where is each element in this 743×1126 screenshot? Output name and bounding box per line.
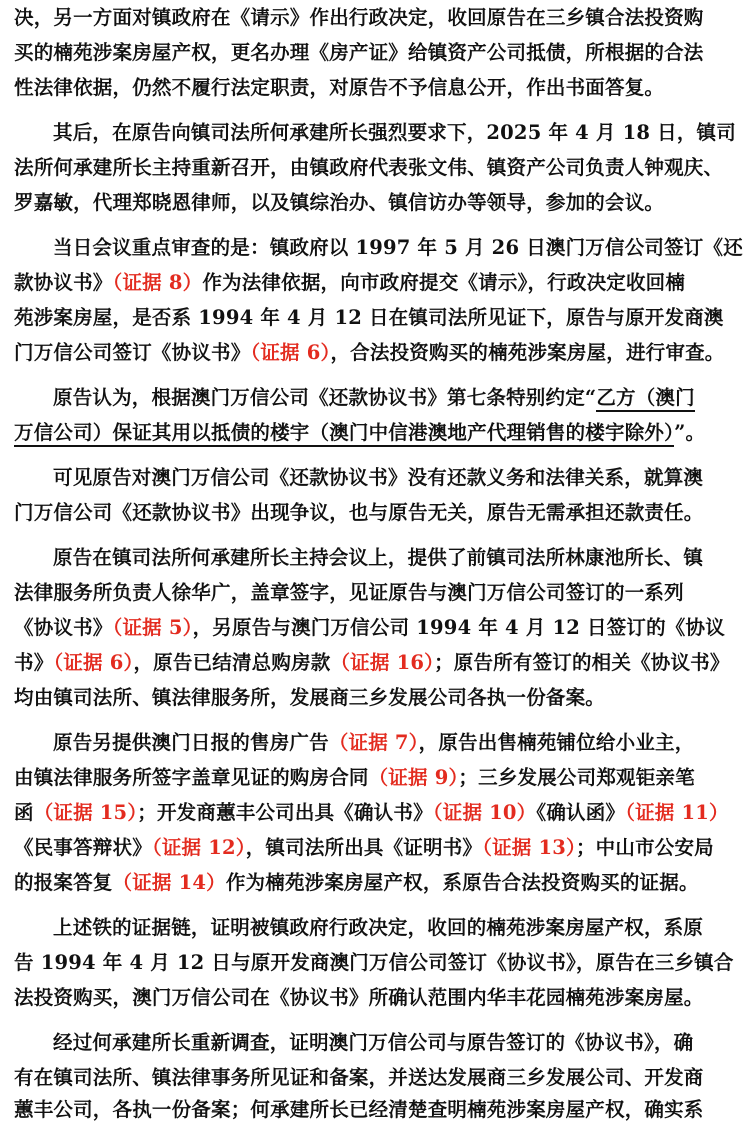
text-segment: 作为楠苑涉案房屋产权，系原告合法投资购买的证据。 [225, 871, 699, 894]
text-segment: 苑涉案房屋，是否系 1994 年 4 月 12 日在镇司法所见证下，原告与原开发商澳 [14, 306, 724, 329]
paragraph [14, 115, 736, 220]
text-line [14, 575, 684, 610]
text-segment: 原告认为，根据澳门万信公司《还款协议书》第七条特别约定“ [53, 386, 597, 409]
text-segment: ，镇司法所出具《证明书》 [245, 836, 483, 859]
text-segment: ；中山市公安局 [575, 836, 714, 859]
text-line [14, 1060, 704, 1095]
text-segment: 原告另提供澳门日报的售房广告 [53, 731, 329, 754]
text-segment: 买的楠苑涉案房屋产权，更名办理《房产证》给镇资产公司抵债，所根据的合法 [14, 41, 704, 64]
text-segment: 蕙丰公司，各执一份备案；何承建所长已经清楚查明楠苑涉案房屋产权，确实系 [14, 1098, 704, 1121]
text-line [14, 830, 714, 865]
text-segment: 《确认函》 [536, 801, 626, 824]
text-segment: 可见原告对澳门万信公司《还款协议书》没有还款义务和法律关系，就算澳 [53, 466, 704, 489]
text-line [14, 230, 743, 265]
text-line [14, 645, 730, 680]
text-line [14, 115, 736, 150]
text-line [14, 795, 729, 830]
text-line [14, 150, 724, 185]
evidence-citation: （证据 13） [482, 836, 576, 859]
text-line [14, 415, 706, 450]
paragraph [14, 1025, 704, 1126]
text-segment: 作为法律依据，向市政府提交《请示》，行政决定收回楠 [202, 271, 686, 294]
underlined-quote: 乙方（澳门 [596, 386, 695, 412]
text-line [14, 0, 704, 35]
text-line [14, 980, 704, 1015]
text-segment: 法律服务所负责人徐华广，盖章签字，见证原告与澳门万信公司签订的一系列 [14, 581, 684, 604]
evidence-citation: （证据 15） [33, 801, 138, 824]
text-segment: 其后，在原告向镇司法所何承建所长强烈要求下，2025 年 4 月 18 日，镇司 [53, 121, 736, 144]
text-line [14, 865, 699, 900]
text-segment: ，原告出售楠苑铺位给小业主， [418, 731, 695, 754]
text-line [14, 300, 724, 335]
text-line [14, 540, 704, 575]
text-segment: 决，另一方面对镇政府在《请示》作出行政决定，收回原告在三乡镇合法投资购 [14, 6, 704, 29]
evidence-citation: （证据 6） [53, 651, 134, 674]
text-segment: 的报案答复 [14, 871, 113, 894]
paragraph [14, 725, 729, 900]
underlined-quote: 万信公司）保证其用以抵债的楼宇（澳门中信港澳地产代理销售的楼宇除外） [14, 421, 674, 447]
evidence-citation: （证据 16） [330, 651, 435, 674]
text-segment: 有在镇司法所、镇法律事务所见证和备案，并送达发展商三乡发展公司、开发商 [14, 1066, 704, 1089]
text-segment: ，合法投资购买的楠苑涉案房屋，进行审查。 [330, 341, 725, 364]
evidence-citation: （证据 14） [112, 871, 226, 894]
text-line [14, 680, 678, 715]
evidence-citation: （证据 6） [250, 341, 331, 364]
text-segment: 罗嘉敏，代理郑晓恩律师，以及镇综治办、镇信访办等领导，参加的会议。 [14, 191, 665, 214]
text-line [14, 495, 704, 530]
text-segment: ；原告所有签订的相关《协议书》 [434, 651, 730, 674]
text-line [14, 610, 725, 645]
text-segment: 经过何承建所长重新调查，证明澳门万信公司与原告签订的《协议书》，确 [53, 1031, 694, 1054]
text-segment: 款协议书》 [14, 271, 113, 294]
text-segment: 书》 [14, 651, 54, 674]
text-segment: 均由镇司法所、镇法律服务所，发展商三乡发展公司各执一份备案。 [14, 686, 606, 709]
paragraph [14, 460, 704, 530]
text-segment: 门万信公司签订《协议书》 [14, 341, 251, 364]
text-segment: 法所何承建所长主持重新召开，由镇政府代表张文伟、镇资产公司负责人钟观庆、 [14, 156, 724, 179]
paragraph [14, 910, 734, 1015]
text-segment: ，另原告与澳门万信公司 1994 年 4 月 12 日签订的《协议 [192, 616, 725, 639]
evidence-citation: （证据 7） [328, 731, 419, 754]
text-segment: 性法律依据，仍然不履行法定职责，对原告不予信息公开，作出书面答复。 [14, 76, 665, 99]
text-line [14, 945, 734, 980]
text-segment: 《协议书》 [14, 616, 113, 639]
text-line [14, 70, 678, 105]
text-segment: ，原告已结清总购房款 [133, 651, 331, 674]
text-segment: 原告在镇司法所何承建所长主持会议上，提供了前镇司法所林康池所长、镇 [53, 546, 704, 569]
text-segment: 告 1994 年 4 月 12 日与原开发商澳门万信公司签订《协议书》，原告在三乡镇合 [14, 951, 734, 974]
text-line [14, 1095, 704, 1126]
text-segment: ；开发商蕙丰公司出具《确认书》 [137, 801, 433, 824]
text-line [14, 265, 686, 300]
text-line [14, 335, 725, 370]
evidence-citation: （证据 5） [112, 616, 193, 639]
text-segment: 当日会议重点审查的是：镇政府以 1997 年 5 月 26 日澳门万信公司签订《还 [53, 236, 743, 259]
text-line [14, 185, 678, 220]
evidence-citation: （证据 8） [112, 271, 203, 294]
text-segment: ”。 [674, 421, 706, 444]
text-line [14, 760, 695, 795]
text-segment: 法投资购买，澳门万信公司在《协议书》所确认范围内华丰花园楠苑涉案房屋。 [14, 986, 704, 1009]
text-segment: 上述铁的证据链，证明被镇政府行政决定，收回的楠苑涉案房屋产权，系原 [53, 916, 704, 939]
text-segment: 函 [14, 801, 34, 824]
text-line [14, 35, 704, 70]
text-line [14, 910, 704, 945]
paragraph [14, 540, 730, 715]
text-segment: 由镇法律服务所签字盖章见证的购房合同 [14, 766, 369, 789]
text-line [14, 1025, 694, 1060]
paragraph [14, 0, 704, 105]
text-line [14, 725, 695, 760]
text-segment: 《民事答辩状》 [14, 836, 152, 859]
evidence-citation: （证据 12） [151, 836, 246, 859]
text-line [14, 460, 704, 495]
evidence-citation: （证据 11） [625, 801, 729, 824]
text-segment: 门万信公司《还款协议书》出现争议，也与原告无关，原告无需承担还款责任。 [14, 501, 704, 524]
evidence-citation: （证据 9） [368, 766, 459, 789]
paragraph [14, 230, 743, 370]
paragraph [14, 380, 706, 450]
evidence-citation: （证据 10） [432, 801, 537, 824]
text-line [14, 380, 695, 415]
text-segment: ；三乡发展公司郑观钜亲笔 [458, 766, 695, 789]
